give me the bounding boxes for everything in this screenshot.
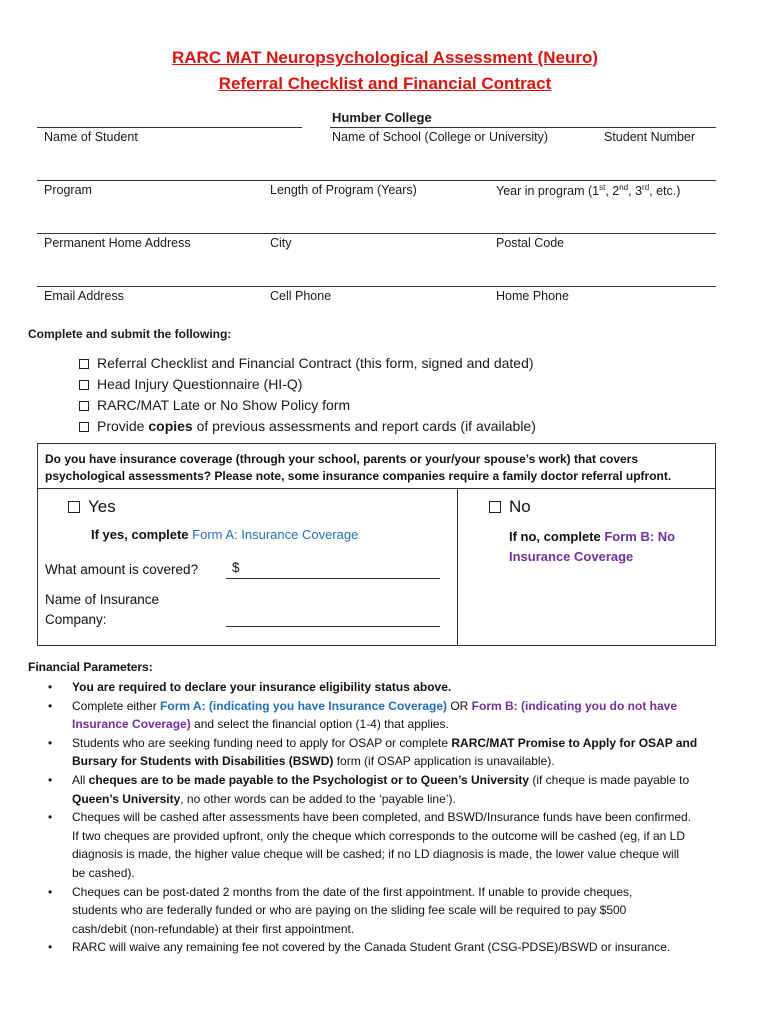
insurance-company-label: Name of Insurance Company: xyxy=(45,592,160,627)
student-number-label: Student Number xyxy=(604,130,696,144)
no-checkbox-icon[interactable] xyxy=(489,501,501,513)
checkbox-icon[interactable] xyxy=(79,359,89,369)
no-instruction: If no, complete Form B: No Insurance Coverage xyxy=(509,529,676,564)
list-item: • Students who are seeking funding need to apply for OSAP or complete RARC/MAT Promise to Apply for OSAP and Bursary for Students with Disabilities (BSWD) form (if OSAP application is unavailable). xyxy=(48,735,698,769)
yes-option[interactable]: Yes xyxy=(68,497,116,517)
home-address-label: Permanent Home Address xyxy=(44,236,191,250)
form-title-line1: RARC MAT Neuropsychological Assessment (Neuro) xyxy=(171,48,598,67)
amount-covered-label: What amount is covered? xyxy=(45,562,199,577)
program-length-label: Length of Program (Years) xyxy=(270,183,417,197)
amount-field-line[interactable] xyxy=(226,578,440,579)
list-item: • All cheques are to be made payable to the Psychologist or to Queen’s University (if cheque is made payable to Queen’s University, no other words can be added to the ‘payable line’). xyxy=(48,772,690,806)
program-row-line[interactable] xyxy=(37,180,716,181)
list-item: • Cheques will be cashed after assessments have been completed, and BSWD/Insurance funds have been confirmed. If two cheques are provided upfront, only the cheque which corresponds to the outcome will be cashed (eg, if an LD diagnosis is made, the higher value cheque will be cashed; if no LD diagnosis is made, the lower value cheque will be cashed). xyxy=(48,810,692,880)
form-a-link[interactable]: Form A: Insurance Coverage xyxy=(192,527,359,542)
checklist-heading: Complete and submit the following: xyxy=(28,327,232,341)
insurance-company-field-line[interactable] xyxy=(226,626,440,627)
cell-phone-label: Cell Phone xyxy=(270,289,332,303)
list-item: • RARC will waive any remaining fee not covered by the Canada Student Grant (CSG-PDSE)/BSWD or insurance. xyxy=(48,940,671,955)
postal-code-label: Postal Code xyxy=(496,236,565,250)
amount-currency: $ xyxy=(232,560,240,575)
checklist-item-hiq[interactable]: Head Injury Questionnaire (HI-Q) xyxy=(79,376,302,392)
financial-list xyxy=(28,678,728,957)
checkbox-icon[interactable] xyxy=(79,401,89,411)
name-field-line[interactable] xyxy=(37,127,302,128)
city-label: City xyxy=(270,236,292,250)
school-value[interactable]: Humber College xyxy=(332,110,432,125)
year-in-program-label: Year in program (1st, 2nd, 3rd, etc.) xyxy=(496,183,681,199)
insurance-question: Do you have insurance coverage (through your school, parents or your/your spouse’s work) that covers psychological assessments? Please note, some insurance companies require a family doctor referral upfront. xyxy=(45,452,672,483)
checklist-item-noshow-policy[interactable]: RARC/MAT Late or No Show Policy form xyxy=(79,397,350,413)
list-item: • Cheques can be post-dated 2 months from the date of the first appointment. If unable to provide cheques, students who are federally funded or who are paying on the sliding fee scale will be required to pay $500 cash/debit (non-refundable) at their first appointment. xyxy=(48,884,633,936)
home-phone-label: Home Phone xyxy=(496,289,569,303)
list-item: • Complete either Form A: (indicating you have Insurance Coverage) OR Form B: (indicating you do not have Insurance Coverage) and select the financial option (1-4) that applies. xyxy=(48,698,678,732)
name-of-student-label: Name of Student xyxy=(44,130,138,144)
checklist-item-referral[interactable]: Referral Checklist and Financial Contract (this form, signed and dated) xyxy=(79,355,534,371)
checkbox-icon[interactable] xyxy=(79,380,89,390)
address-row-line[interactable] xyxy=(37,233,716,234)
no-option[interactable]: No xyxy=(489,497,531,517)
form-b-link[interactable]: Form B: No xyxy=(604,529,676,544)
insurance-table-column-divider xyxy=(457,488,458,646)
school-label: Name of School (College or University) xyxy=(332,130,549,144)
school-field-line[interactable] xyxy=(330,127,716,128)
checklist-item-previous-assessments[interactable]: Provide copies of previous assessments and report cards (if available) xyxy=(79,418,536,434)
program-label: Program xyxy=(44,183,92,197)
insurance-table-divider xyxy=(37,488,716,489)
checkbox-icon[interactable] xyxy=(79,422,89,432)
contact-row-line[interactable] xyxy=(37,286,716,287)
form-title-line2: Referral Checklist and Financial Contract xyxy=(218,74,552,93)
yes-instruction: If yes, complete Form A: Insurance Coverage xyxy=(91,527,359,542)
financial-heading: Financial Parameters: xyxy=(28,660,153,674)
list-item: • You are required to declare your insurance eligibility status above. xyxy=(48,680,452,694)
email-label: Email Address xyxy=(44,289,124,303)
yes-checkbox-icon[interactable] xyxy=(68,501,80,513)
